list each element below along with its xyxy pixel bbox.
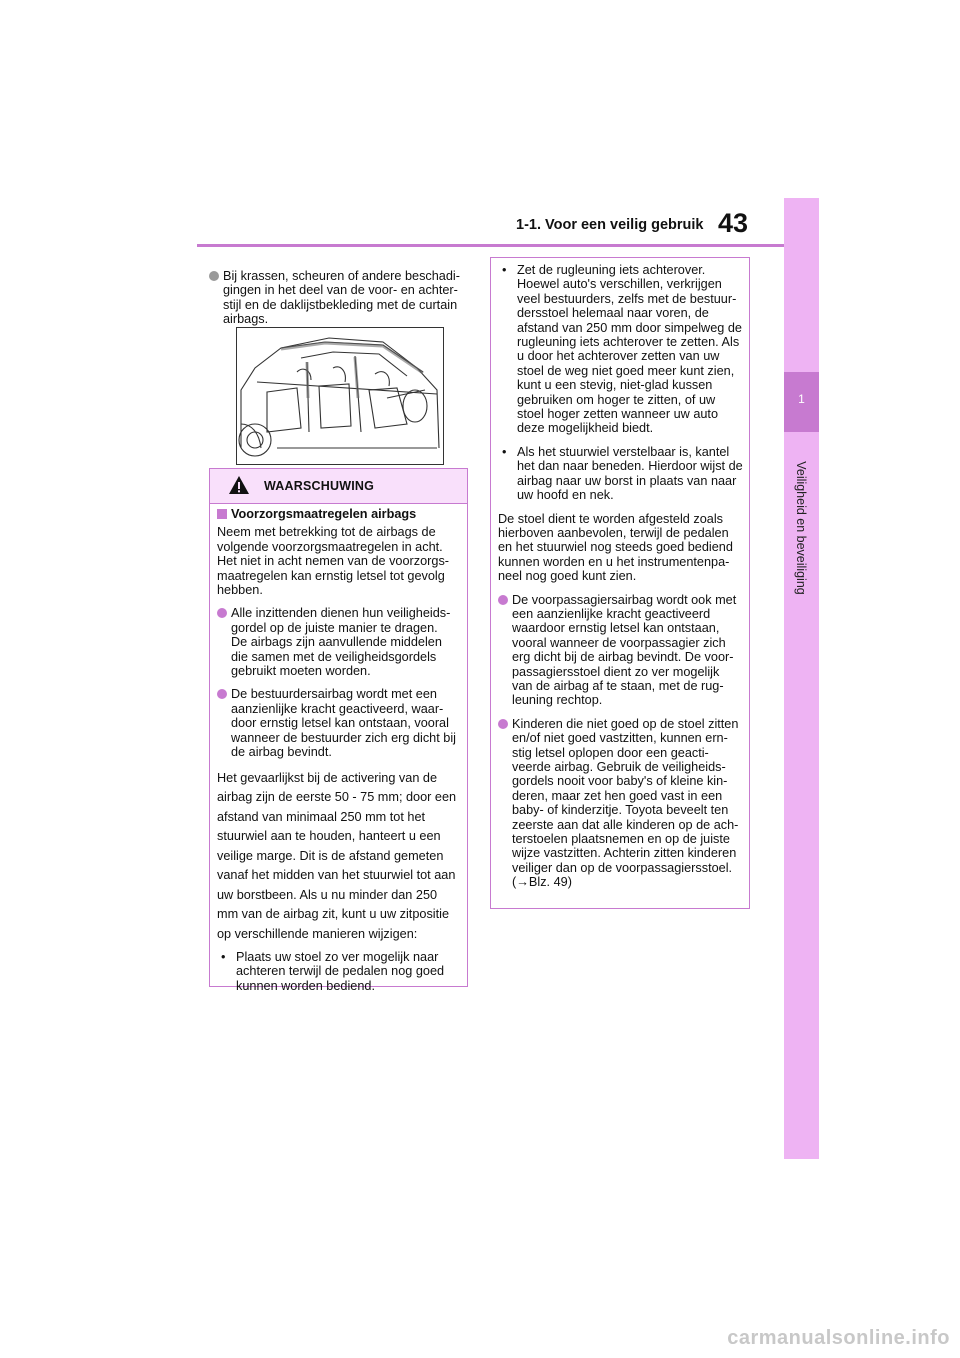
car-airbag-illustration [236, 327, 444, 465]
text-line: en het stuurwiel nog steeds goed bediend [498, 540, 733, 555]
text-line: van de airbag af te staan, met de rug- [512, 678, 724, 693]
warning-bullet-children [498, 717, 744, 890]
text-line: airbags. [223, 312, 269, 327]
text-line: Als het stuurwiel verstelbaar is, kantel [517, 444, 730, 459]
left-intro [209, 269, 469, 336]
text-line: u door het achterover zetten van uw [517, 349, 720, 364]
text-line: veel bestuurders, zelfs met de bestuur- [517, 291, 737, 306]
car-line-drawing [237, 328, 443, 464]
text-line: veiliger dan op de voorpassagiersstoel. [512, 860, 733, 875]
text-line: dersstoel helemaal naar voren, de [517, 306, 709, 321]
text-line: kunt u een stevig, niet-glad kussen [517, 378, 713, 393]
bullet-dot [498, 595, 508, 605]
text-line: door ernstig letsel kan ontstaan, vooral [231, 716, 449, 731]
text-line: terstoelen plaatsnemen en op de juiste [512, 832, 730, 847]
text-line: stig letsel oplopen door een geacti- [512, 745, 709, 760]
text-line: leuning rechtop. [512, 693, 603, 708]
text-line: Kinderen die niet goed op de stoel zitten [512, 716, 739, 731]
text-line: Alle inzittenden dienen hun veiligheids- [231, 606, 451, 621]
text-line: stuurwiel aan te houden, hanteert u een [217, 829, 441, 843]
text-line: gebruikt moeten worden. [231, 664, 371, 679]
warning-distance-paragraph [217, 769, 463, 945]
text-line: uw borstbeen. Als u nu minder dan 250 [217, 887, 438, 902]
text-line: uw hoofd en nek. [517, 488, 614, 503]
text-line: gordels nooit voor baby's of kleine kin- [512, 774, 728, 789]
warning-box [209, 468, 468, 993]
text-line: afstand van 250 mm door simpelweg de [517, 320, 742, 335]
text-line: op verschillende manieren wijzigen: [217, 926, 418, 941]
text-line: hebben. [217, 583, 263, 598]
bullet-dot [498, 719, 508, 729]
text-line: stoel de weg niet goed meer kunt zien, [517, 363, 735, 378]
warning-label: WAARSCHUWING [264, 479, 375, 493]
text-line: volgende voorzorgsmaatregelen in acht. [217, 539, 443, 554]
text-line: neel nog goed kunt zien. [498, 569, 637, 584]
text-line: veilige marge. Dit is de afstand gemeten [217, 848, 444, 863]
square-bullet-icon [217, 509, 227, 519]
text-line: deze mogelijkheid biedt. [517, 421, 654, 436]
text-line: die samen met de veiligheidsgordels [231, 649, 437, 664]
text-line: De voorpassagiersairbag wordt ook met [512, 592, 737, 607]
text-line: waardoor ernstig letsel kan ontstaan, [512, 621, 720, 636]
bullet-dot [217, 608, 227, 618]
text-line: airbag naar uw borst in plaats van naar [517, 473, 737, 488]
text-line: de airbag bevindt. [231, 745, 332, 760]
text-line: wijze vastzitten. Achterin zitten kinderen [512, 846, 737, 861]
text-line: maatregelen kan ernstig letsel tot gevolg [217, 568, 445, 583]
warning-continued-body [498, 263, 744, 899]
watermark: carmanualsonline.info [727, 1327, 950, 1349]
page-reference-link[interactable]: (→Blz. 49) [512, 875, 572, 890]
text-line: kunnen worden bediend. [236, 978, 375, 993]
subheading-text: Voorzorgsmaatregelen airbags [231, 507, 417, 521]
text-line: hierboven aanbevolen, terwijl de pedalen [498, 525, 729, 540]
text-line: achteren terwijl de pedalen nog goed [236, 964, 445, 979]
text-line: vanaf het midden van het stuurwiel tot aan [217, 868, 456, 882]
text-line: Het gevaarlijkst bij de activering van de [217, 770, 438, 785]
text-line: airbag zijn de eerste 50 - 75 mm; door een [217, 790, 457, 804]
intro-bullet [209, 269, 469, 327]
text-line: stoel hoger zetten wanneer uw auto [517, 407, 719, 422]
text-line: deren, maar zet hen goed vast in een [512, 788, 723, 803]
warning-bullet-passenger-airbag [498, 593, 744, 708]
dash-bullet: • [502, 263, 507, 277]
warning-triangle-icon [228, 475, 250, 495]
dash-bullet: • [221, 950, 226, 964]
text-line: baby- of kinderzitje. Toyota beveelt ten [512, 803, 729, 818]
dash-item-steering-wheel [498, 445, 744, 503]
text-line: erg dicht bij de airbag bevindt. De voor- [512, 650, 734, 665]
warning-body [217, 507, 463, 1002]
text-line: afstand van minimaal 250 mm tot het [217, 809, 426, 824]
dash-item-seatback [498, 263, 744, 436]
seat-adjust-paragraph [498, 512, 744, 584]
text-line: stijl en de daklijstbekleding met de curtain [223, 297, 458, 312]
text-line: veerde airbag. Gebruik de veiligheids- [512, 760, 726, 774]
text-line: De bestuurdersairbag wordt met een [231, 687, 437, 702]
warning-intro [217, 525, 463, 597]
page-number: 43 [718, 208, 749, 238]
warning-continued-box [490, 257, 750, 909]
text-line: aanzienlijke kracht geactiveerd, waar- [231, 701, 444, 716]
text-line: De stoel dient te worden afgesteld zoals [498, 511, 723, 526]
section-title: 1-1. Voor een veilig gebruik [516, 217, 704, 233]
text-line: gingen in het deel van de voor- en achter- [223, 283, 458, 298]
dash-item-seat-position [217, 950, 463, 993]
bullet-dot [217, 689, 227, 699]
text-line: passagiersstoel dient zo ver mogelijk [512, 664, 720, 679]
text-line: Hoewel auto's verschillen, verkrijgen [517, 277, 722, 292]
chapter-side-tab [784, 198, 819, 1159]
warning-bullet-driver-airbag [217, 687, 463, 759]
warning-header [210, 469, 467, 504]
chapter-title: Veiligheid en beveiliging [794, 461, 808, 595]
text-line: wanneer de bestuurder zich erg dicht bij [231, 730, 456, 745]
text-line: kunnen worden en u het instrumentenpa- [498, 554, 730, 569]
text-line: Plaats uw stoel zo ver mogelijk naar [236, 950, 439, 964]
header-rule [197, 244, 784, 247]
dash-bullet: • [502, 444, 507, 459]
warning-subheading [217, 507, 463, 521]
text-line: mm van de airbag zit, kunt u uw zitpositie [217, 907, 450, 921]
text-line: Het niet in acht nemen van de voorzorgs- [217, 554, 450, 569]
text-line: De airbags zijn aanvullende middelen [231, 635, 442, 650]
text-line: gebruiken om hoger te zitten, of uw [517, 392, 716, 407]
text-line: rugleuning iets achterover te zetten. Als [517, 335, 740, 350]
text-line: een aanzienlijke kracht geactiveerd [512, 606, 711, 621]
text-line: vooral wanneer de voorpassagier zich [512, 635, 726, 650]
text-line: gordel op de juiste manier te dragen. [231, 620, 438, 635]
text-line: het dan naar beneden. Hierdoor wijst de [517, 459, 743, 474]
text-line: zeerste aan dat alle kinderen op de ach- [512, 817, 739, 832]
text-line: Bij krassen, scheuren of andere beschadi- [223, 269, 460, 283]
warning-bullet-seatbelt [217, 606, 463, 678]
chapter-number: 1 [798, 392, 805, 406]
bullet-dot [209, 271, 219, 281]
text-line: Zet de rugleuning iets achterover. [517, 263, 706, 277]
text-line: en/of niet goed vastzitten, kunnen ern- [512, 731, 728, 746]
text-line: Neem met betrekking tot de airbags de [217, 525, 436, 540]
